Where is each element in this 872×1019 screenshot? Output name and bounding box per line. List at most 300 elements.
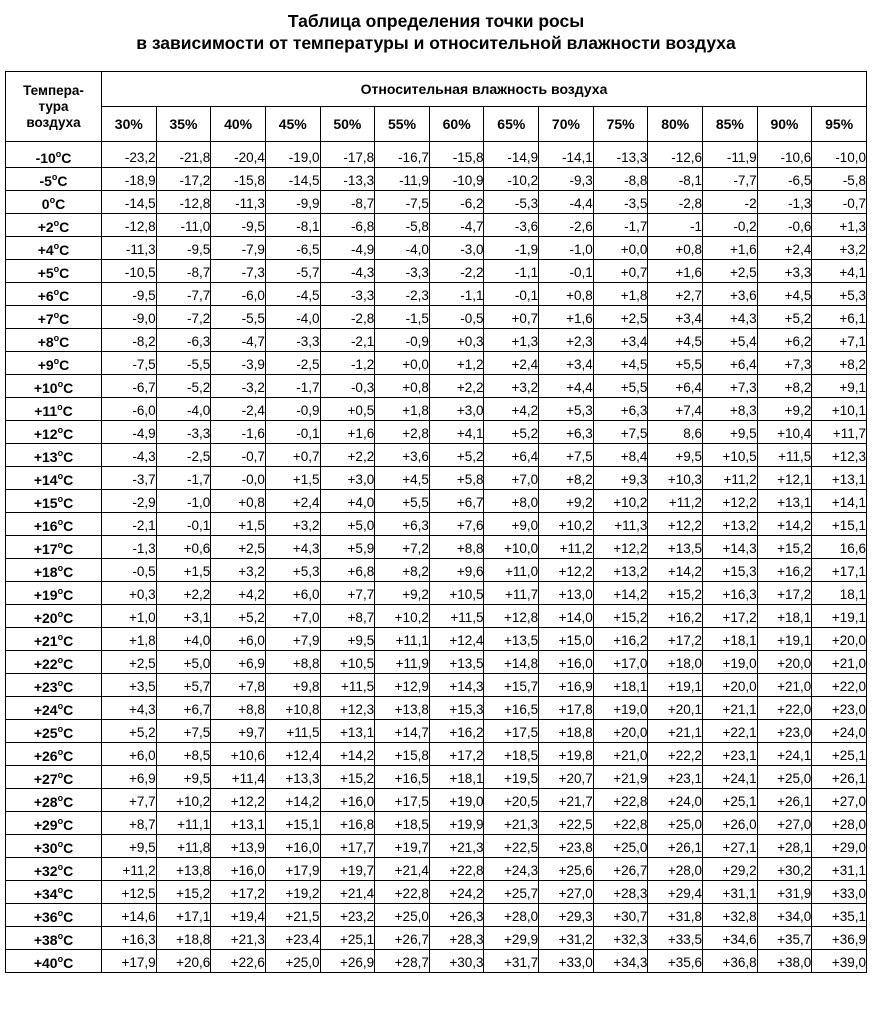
dew-point-cell: +19,7 <box>320 858 375 881</box>
dew-point-cell: +12,2 <box>211 789 266 812</box>
dew-point-cell: +2,2 <box>429 375 484 398</box>
dew-point-cell: +16,2 <box>429 720 484 743</box>
dew-point-cell: +13,5 <box>484 628 539 651</box>
degree-sign: o <box>53 287 60 297</box>
temperature-cell <box>6 904 102 927</box>
dew-point-cell: -4,7 <box>211 329 266 352</box>
dew-point-cell: +11,5 <box>757 444 812 467</box>
dew-point-cell: +5,3 <box>265 559 320 582</box>
dew-point-cell: +9,2 <box>539 490 594 513</box>
dew-point-cell: +11,7 <box>812 421 867 444</box>
temperature-value: +6 <box>37 288 54 304</box>
dew-point-cell: +4,1 <box>812 260 867 283</box>
humidity-group-header: Относительная влажность воздуха <box>102 72 867 107</box>
dew-point-cell: +39,0 <box>812 950 867 973</box>
temperature-value: +8 <box>37 334 54 350</box>
dew-point-cell: +23,1 <box>703 743 758 766</box>
dew-point-cell: +11,5 <box>320 674 375 697</box>
temperature-cell <box>6 766 102 789</box>
dew-point-cell: +2,4 <box>484 352 539 375</box>
dew-point-cell: +10,2 <box>375 605 430 628</box>
dew-point-cell: -11,9 <box>375 168 430 191</box>
dew-point-cell: +15,3 <box>703 559 758 582</box>
dew-point-cell: +25,1 <box>703 789 758 812</box>
temperature-value: +36 <box>33 909 58 925</box>
dew-point-cell: +10,2 <box>156 789 211 812</box>
dew-point-cell: +18,8 <box>156 927 211 950</box>
dew-point-cell: -5,8 <box>812 168 867 191</box>
dew-point-cell: -4,0 <box>375 237 430 260</box>
dew-point-cell: +4,5 <box>648 329 703 352</box>
degree-sign: o <box>57 655 64 665</box>
dew-point-cell: -3,2 <box>211 375 266 398</box>
dew-point-cell: +5,7 <box>156 674 211 697</box>
dew-point-cell: -9,9 <box>265 191 320 214</box>
dew-point-cell: +9,8 <box>265 674 320 697</box>
temperature-cell <box>6 812 102 835</box>
dew-point-cell: +8,2 <box>812 352 867 375</box>
degree-sign: o <box>57 379 64 389</box>
dew-point-cell: +15,2 <box>593 605 648 628</box>
dew-point-cell: +27,0 <box>539 881 594 904</box>
dew-point-cell: +1,6 <box>539 306 594 329</box>
dew-point-cell: +8,8 <box>429 536 484 559</box>
dew-point-cell: +3,4 <box>539 352 594 375</box>
dew-point-cell: +15,2 <box>757 536 812 559</box>
dew-point-cell: +25,0 <box>593 835 648 858</box>
table-row <box>6 697 867 720</box>
dew-point-cell: +13,0 <box>539 582 594 605</box>
temperature-cell <box>6 283 102 306</box>
dew-point-cell: +3,5 <box>102 674 157 697</box>
table-row <box>6 191 867 214</box>
degree-sign: o <box>57 701 64 711</box>
dew-point-cell: -5,3 <box>484 191 539 214</box>
dew-point-cell: -0,9 <box>265 398 320 421</box>
temperature-unit: C <box>63 380 74 396</box>
temperature-unit: C <box>63 863 74 879</box>
temperature-header-line: тура <box>38 98 69 114</box>
dew-point-cell: -10,6 <box>757 145 812 168</box>
dew-point-cell: +22,0 <box>812 674 867 697</box>
temperature-value: +29 <box>33 817 58 833</box>
dew-point-cell: +15,1 <box>812 513 867 536</box>
temperature-cell <box>6 605 102 628</box>
dew-point-cell: +26,1 <box>812 766 867 789</box>
dew-point-cell: +13,2 <box>703 513 758 536</box>
dew-point-cell: +5,4 <box>703 329 758 352</box>
degree-sign: o <box>57 448 64 458</box>
dew-point-cell: +19,1 <box>812 605 867 628</box>
temperature-unit: C <box>63 472 74 488</box>
degree-sign: o <box>55 149 62 159</box>
dew-point-cell: -16,7 <box>375 145 430 168</box>
dew-point-cell: +30,2 <box>757 858 812 881</box>
degree-sign: o <box>57 517 64 527</box>
dew-point-cell: +7,5 <box>539 444 594 467</box>
dew-point-cell: -13,3 <box>593 145 648 168</box>
dew-point-cell: +6,4 <box>484 444 539 467</box>
temperature-value: +19 <box>33 587 58 603</box>
dew-point-cell: +3,1 <box>156 605 211 628</box>
dew-point-cell: +10,0 <box>484 536 539 559</box>
dew-point-cell: +16,5 <box>375 766 430 789</box>
temperature-value: +7 <box>37 311 54 327</box>
dew-point-cell: +17,2 <box>429 743 484 766</box>
table-row <box>6 536 867 559</box>
dew-point-cell: +6,3 <box>593 398 648 421</box>
dew-point-cell: +13,3 <box>265 766 320 789</box>
dew-point-cell: -20,4 <box>211 145 266 168</box>
dew-point-cell: -11,0 <box>156 214 211 237</box>
dew-point-cell: -11,3 <box>102 237 157 260</box>
dew-point-cell: +2,8 <box>375 421 430 444</box>
degree-sign: o <box>57 954 64 964</box>
dew-point-cell: -4,3 <box>320 260 375 283</box>
temperature-value: +5 <box>37 265 54 281</box>
dew-point-cell: +29,0 <box>812 835 867 858</box>
dew-point-cell: -9,3 <box>539 168 594 191</box>
dew-point-cell: -3,0 <box>429 237 484 260</box>
dew-point-cell: +21,7 <box>539 789 594 812</box>
temperature-unit: C <box>63 955 74 971</box>
dew-point-cell: +21,1 <box>703 697 758 720</box>
degree-sign: o <box>53 264 60 274</box>
temperature-cell <box>6 559 102 582</box>
dew-point-cell: +12,2 <box>648 513 703 536</box>
dew-point-cell: -11,3 <box>211 191 266 214</box>
dew-point-cell: +0,0 <box>593 237 648 260</box>
dew-point-cell: +28,7 <box>375 950 430 973</box>
dew-point-cell: +3,0 <box>429 398 484 421</box>
temperature-unit: C <box>63 771 74 787</box>
dew-point-cell: +16,2 <box>593 628 648 651</box>
dew-point-cell: +4,3 <box>703 306 758 329</box>
temperature-value: +34 <box>33 886 58 902</box>
table-row <box>6 559 867 582</box>
temperature-unit: C <box>63 886 74 902</box>
dew-point-cell: -14,5 <box>102 191 157 214</box>
dew-point-cell: -3,3 <box>320 283 375 306</box>
dew-point-cell: +25,1 <box>812 743 867 766</box>
temperature-cell <box>6 743 102 766</box>
dew-point-cell: +16,0 <box>211 858 266 881</box>
temperature-value: +13 <box>33 449 58 465</box>
dew-point-cell: -21,8 <box>156 145 211 168</box>
dew-point-cell: 18,1 <box>812 582 867 605</box>
degree-sign: o <box>57 494 64 504</box>
dew-point-cell: -8,7 <box>320 191 375 214</box>
dew-point-cell: +9,1 <box>812 375 867 398</box>
dew-point-cell: +17,5 <box>484 720 539 743</box>
table-row <box>6 237 867 260</box>
dew-point-cell: +11,1 <box>156 812 211 835</box>
dew-point-cell: +10,5 <box>320 651 375 674</box>
dew-point-cell: +22,8 <box>593 812 648 835</box>
dew-point-cell: +36,8 <box>703 950 758 973</box>
dew-point-cell: -1,7 <box>265 375 320 398</box>
dew-point-cell: -7,5 <box>102 352 157 375</box>
dew-point-cell: -23,2 <box>102 145 157 168</box>
dew-point-cell: +36,9 <box>812 927 867 950</box>
dew-point-cell: +11,2 <box>539 536 594 559</box>
dew-point-cell: +11,1 <box>375 628 430 651</box>
temperature-value: +32 <box>33 863 58 879</box>
humidity-column-header: 65% <box>484 107 539 142</box>
dew-point-cell: -19,0 <box>265 145 320 168</box>
dew-point-cell: -2 <box>703 191 758 214</box>
dew-point-cell: +14,2 <box>757 513 812 536</box>
dew-point-cell: +7,6 <box>429 513 484 536</box>
temperature-cell <box>6 881 102 904</box>
dew-point-cell: +38,0 <box>757 950 812 973</box>
dew-point-cell: +12,1 <box>757 467 812 490</box>
temperature-value: +16 <box>33 518 58 534</box>
degree-sign: o <box>57 816 64 826</box>
dew-point-cell: +6,4 <box>703 352 758 375</box>
dew-point-cell: +12,4 <box>265 743 320 766</box>
dew-point-cell: -17,2 <box>156 168 211 191</box>
degree-sign: o <box>53 218 60 228</box>
dew-point-cell: -1 <box>648 214 703 237</box>
dew-point-cell: +25,1 <box>320 927 375 950</box>
dew-point-cell: -8,8 <box>593 168 648 191</box>
humidity-column-header: 50% <box>320 107 375 142</box>
dew-point-cell: +5,0 <box>156 651 211 674</box>
dew-point-cell: +33,0 <box>812 881 867 904</box>
dew-point-cell: +11,2 <box>648 490 703 513</box>
dew-point-cell: -2,2 <box>429 260 484 283</box>
dew-point-cell: +9,7 <box>211 720 266 743</box>
dew-point-cell: +13,9 <box>211 835 266 858</box>
temperature-value: +22 <box>33 656 58 672</box>
title-line-2: в зависимости от температуры и относительной влажности воздуха <box>136 33 736 53</box>
dew-point-cell: -14,1 <box>539 145 594 168</box>
temperature-unit: C <box>61 150 72 166</box>
table-row <box>6 421 867 444</box>
dew-point-cell: +10,5 <box>429 582 484 605</box>
temperature-cell <box>6 214 102 237</box>
dew-point-cell: -6,2 <box>429 191 484 214</box>
dew-point-cell: +8,7 <box>102 812 157 835</box>
dew-point-cell: +28,1 <box>757 835 812 858</box>
dew-point-cell: +24,0 <box>648 789 703 812</box>
dew-point-cell: -0,7 <box>211 444 266 467</box>
dew-point-cell: +6,0 <box>102 743 157 766</box>
dew-point-cell: +25,0 <box>375 904 430 927</box>
dew-point-cell: +9,0 <box>484 513 539 536</box>
dew-point-cell: +5,5 <box>375 490 430 513</box>
dew-point-cell: +0,5 <box>320 398 375 421</box>
dew-point-cell: -1,6 <box>211 421 266 444</box>
dew-point-cell: +0,7 <box>265 444 320 467</box>
dew-point-cell: -3,9 <box>211 352 266 375</box>
dew-point-cell: +19,5 <box>484 766 539 789</box>
dew-point-cell: +25,7 <box>484 881 539 904</box>
dew-point-cell: +26,7 <box>593 858 648 881</box>
dew-point-cell: +10,2 <box>539 513 594 536</box>
humidity-column-header: 30% <box>102 107 157 142</box>
dew-point-cell: +13,1 <box>812 467 867 490</box>
dew-point-cell: +0,7 <box>593 260 648 283</box>
dew-point-cell: +0,8 <box>648 237 703 260</box>
temperature-unit: C <box>63 564 74 580</box>
dew-point-cell: -4,9 <box>320 237 375 260</box>
dew-point-cell: +15,2 <box>156 881 211 904</box>
dew-point-cell: +8,2 <box>757 375 812 398</box>
dew-point-cell: +2,5 <box>102 651 157 674</box>
dew-point-cell: +4,3 <box>265 536 320 559</box>
temperature-header-line: воздуха <box>26 114 81 130</box>
dew-point-cell: +26,1 <box>648 835 703 858</box>
humidity-column-header: 80% <box>648 107 703 142</box>
dew-point-cell: +6,1 <box>812 306 867 329</box>
degree-sign: o <box>57 471 64 481</box>
dew-point-cell: +25,0 <box>265 950 320 973</box>
temperature-cell <box>6 513 102 536</box>
table-row <box>6 789 867 812</box>
dew-point-cell: +8,2 <box>375 559 430 582</box>
temperature-value: +15 <box>33 495 58 511</box>
dew-point-cell: -4,7 <box>429 214 484 237</box>
dew-point-cell: +0,6 <box>156 536 211 559</box>
dew-point-cell: -15,8 <box>211 168 266 191</box>
degree-sign: o <box>57 908 64 918</box>
dew-point-cell: -6,0 <box>102 398 157 421</box>
dew-point-cell: +7,1 <box>812 329 867 352</box>
dew-point-cell: +10,8 <box>265 697 320 720</box>
dew-point-cell: -5,2 <box>156 375 211 398</box>
dew-point-cell: +22,2 <box>648 743 703 766</box>
dew-point-cell: +14,2 <box>648 559 703 582</box>
dew-point-cell: +8,4 <box>593 444 648 467</box>
dew-point-cell: -6,8 <box>320 214 375 237</box>
dew-point-cell: +10,5 <box>703 444 758 467</box>
dew-point-cell: +5,5 <box>648 352 703 375</box>
degree-sign: o <box>57 540 64 550</box>
temperature-unit: C <box>55 196 66 212</box>
dew-point-cell: +1,0 <box>102 605 157 628</box>
table-row <box>6 674 867 697</box>
temperature-value: +38 <box>33 932 58 948</box>
dew-point-cell: +5,9 <box>320 536 375 559</box>
table-row <box>6 812 867 835</box>
dew-point-cell: +16,3 <box>703 582 758 605</box>
dew-point-cell: +4,2 <box>211 582 266 605</box>
dew-point-cell: +15,2 <box>648 582 703 605</box>
dew-point-cell: -6,5 <box>757 168 812 191</box>
dew-point-cell: +26,0 <box>703 812 758 835</box>
dew-point-cell: -3,3 <box>156 421 211 444</box>
dew-point-cell: -5,8 <box>375 214 430 237</box>
dew-point-cell: +7,9 <box>265 628 320 651</box>
temperature-cell <box>6 352 102 375</box>
dew-point-cell: +6,3 <box>375 513 430 536</box>
dew-point-cell: -12,8 <box>102 214 157 237</box>
temperature-unit: C <box>59 219 70 235</box>
dew-point-cell: -2,6 <box>539 214 594 237</box>
table-row <box>6 582 867 605</box>
temperature-cell <box>6 835 102 858</box>
temperature-unit: C <box>63 748 74 764</box>
table-row <box>6 375 867 398</box>
table-row <box>6 743 867 766</box>
degree-sign: o <box>53 356 60 366</box>
dew-point-cell: +1,6 <box>648 260 703 283</box>
table-row <box>6 490 867 513</box>
dew-point-cell: +28,3 <box>429 927 484 950</box>
dew-point-cell: +28,3 <box>593 881 648 904</box>
dew-point-cell: +10,6 <box>211 743 266 766</box>
temperature-unit: C <box>63 794 74 810</box>
dew-point-cell: +4,0 <box>156 628 211 651</box>
dew-point-cell: +20,0 <box>812 628 867 651</box>
dew-point-cell: +21,5 <box>265 904 320 927</box>
dew-point-cell: +18,5 <box>375 812 430 835</box>
dew-point-cell: +1,6 <box>703 237 758 260</box>
dew-point-cell: +28,0 <box>812 812 867 835</box>
dew-point-cell: +5,0 <box>320 513 375 536</box>
dew-point-cell: +18,1 <box>429 766 484 789</box>
temperature-unit: C <box>62 403 73 419</box>
temperature-header-line: Темпера- <box>23 82 84 98</box>
dew-point-cell: +9,6 <box>429 559 484 582</box>
dew-point-cell: -7,5 <box>375 191 430 214</box>
dew-point-cell: +29,4 <box>648 881 703 904</box>
dew-point-cell: -14,5 <box>265 168 320 191</box>
dew-point-cell: +7,5 <box>156 720 211 743</box>
dew-point-cell: -4,4 <box>539 191 594 214</box>
temperature-value: +17 <box>33 541 58 557</box>
dew-point-cell: +5,3 <box>539 398 594 421</box>
dew-point-cell: +3,4 <box>593 329 648 352</box>
dew-point-cell: -2,1 <box>320 329 375 352</box>
dew-point-cell: +18,8 <box>539 720 594 743</box>
dew-point-cell: +1,8 <box>102 628 157 651</box>
temperature-unit: C <box>63 541 74 557</box>
dew-point-cell: +11,2 <box>703 467 758 490</box>
dew-point-cell: -1,1 <box>429 283 484 306</box>
dew-point-cell: +14,2 <box>265 789 320 812</box>
temperature-cell <box>6 651 102 674</box>
dew-point-cell: +33,0 <box>539 950 594 973</box>
dew-point-cell: +4,2 <box>484 398 539 421</box>
dew-point-cell: +19,0 <box>703 651 758 674</box>
degree-sign: o <box>57 632 64 642</box>
dew-point-cell: -0,9 <box>375 329 430 352</box>
dew-point-cell: +4,5 <box>375 467 430 490</box>
dew-point-cell: -14,9 <box>484 145 539 168</box>
humidity-percent-header-row <box>6 107 867 142</box>
dew-point-cell: -6,0 <box>211 283 266 306</box>
dew-point-cell: +11,5 <box>429 605 484 628</box>
table-row <box>6 605 867 628</box>
degree-sign: o <box>57 586 64 596</box>
dew-point-cell: 16,6 <box>812 536 867 559</box>
dew-point-cell: -0,1 <box>484 283 539 306</box>
dew-point-cell: +17,2 <box>703 605 758 628</box>
dew-point-cell: +18,5 <box>484 743 539 766</box>
temperature-unit: C <box>59 357 70 373</box>
degree-sign: o <box>57 793 64 803</box>
temperature-cell <box>6 191 102 214</box>
dew-point-cell: -1,0 <box>539 237 594 260</box>
dew-point-cell: -1,7 <box>593 214 648 237</box>
dew-point-cell: +0,7 <box>484 306 539 329</box>
dew-point-cell: +3,4 <box>648 306 703 329</box>
dew-point-cell: +5,8 <box>429 467 484 490</box>
dew-point-cell: +20,5 <box>484 789 539 812</box>
